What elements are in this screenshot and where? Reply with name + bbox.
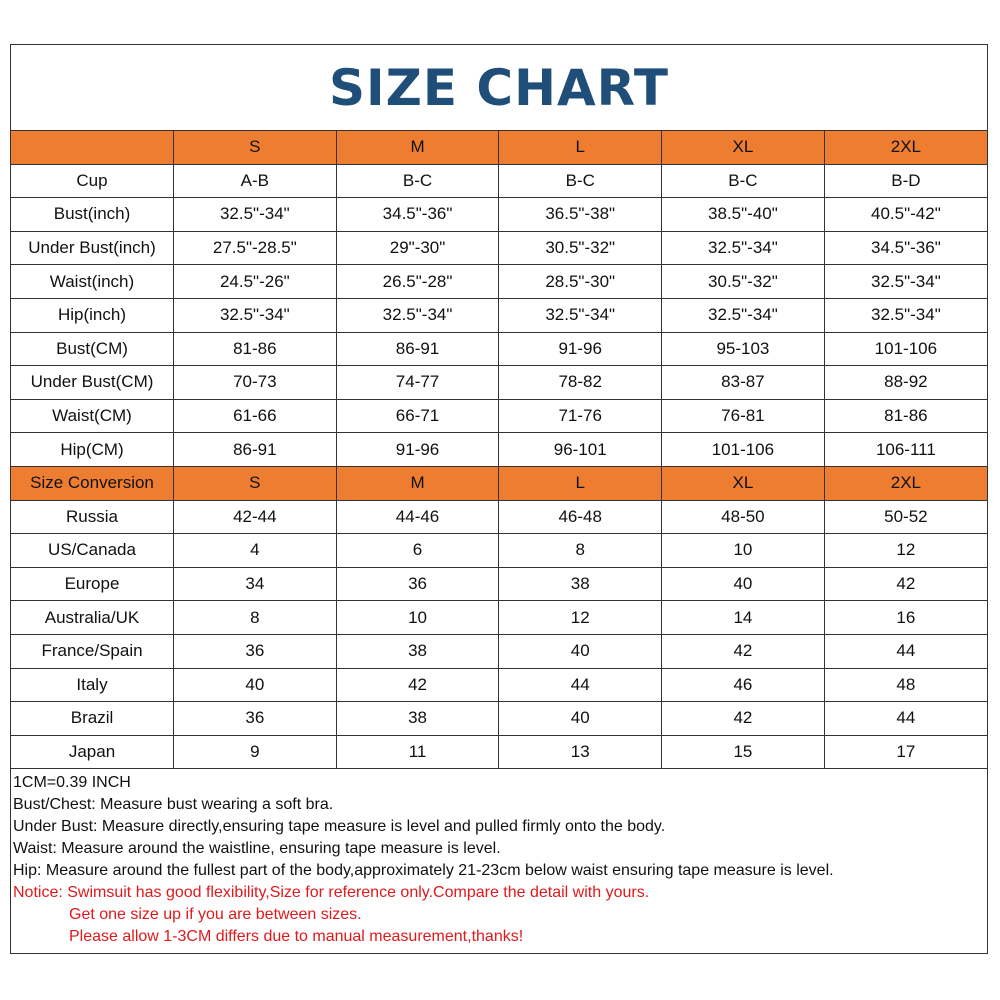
conversion-header-row: [11, 466, 987, 500]
table-cell: 70-73: [174, 366, 337, 400]
note-waist: Waist: Measure around the waistline, ensuring tape measure is level.: [13, 840, 501, 858]
row-label-cell: Under Bust(CM): [11, 366, 174, 400]
table-cell: 76-81: [662, 399, 825, 433]
table-cell: 42: [824, 567, 987, 601]
row-label-cell: Australia/UK: [11, 601, 174, 635]
row-label-cell: Bust(CM): [11, 332, 174, 366]
notice-size-up: Get one size up if you are between sizes.: [69, 906, 362, 924]
table-cell: 29"-30": [336, 231, 499, 265]
table-cell: B-D: [824, 164, 987, 198]
size-header-cell: M: [336, 131, 499, 164]
row-label-cell: Under Bust(inch): [11, 231, 174, 265]
header-label-cell: Size Conversion: [11, 466, 174, 500]
table-cell: 32.5"-34": [499, 298, 662, 332]
row-label-cell: Waist(inch): [11, 265, 174, 299]
table-cell: 32.5"-34": [174, 298, 337, 332]
table-row: [11, 668, 987, 702]
table-cell: 38: [336, 634, 499, 668]
table-cell: 34: [174, 567, 337, 601]
table-cell: 44: [824, 634, 987, 668]
table-cell: 38: [499, 567, 662, 601]
table-cell: 46: [662, 668, 825, 702]
table-cell: 40: [499, 702, 662, 736]
table-cell: 6: [336, 534, 499, 568]
table-row: [11, 332, 987, 366]
note-bust: Bust/Chest: Measure bust wearing a soft bra.: [13, 796, 334, 814]
table-cell: 11: [336, 735, 499, 769]
table-cell: 40: [174, 668, 337, 702]
table-cell: 26.5"-28": [336, 265, 499, 299]
table-row: [11, 366, 987, 400]
size-header-cell: 2XL: [824, 131, 987, 164]
table-cell: 44: [824, 702, 987, 736]
note-hip: Hip: Measure around the fullest part of the body,approximately 21-23cm below waist ensuring tape measure is level.: [13, 862, 834, 880]
page-title: SIZE CHART: [328, 58, 670, 117]
row-label-cell: Hip(CM): [11, 433, 174, 467]
table-row: [11, 735, 987, 769]
table-cell: 42: [336, 668, 499, 702]
table-cell: 34.5"-36": [824, 231, 987, 265]
table-cell: 48: [824, 668, 987, 702]
size-header-row: [11, 131, 987, 164]
table-cell: 27.5"-28.5": [174, 231, 337, 265]
table-cell: B-C: [499, 164, 662, 198]
table-cell: 38: [336, 702, 499, 736]
header-label-cell: [11, 131, 174, 164]
table-row: [11, 231, 987, 265]
table-cell: 42: [662, 702, 825, 736]
table-cell: 46-48: [499, 500, 662, 534]
size-header-cell: S: [174, 466, 337, 500]
table-cell: 36: [174, 702, 337, 736]
table-cell: 44: [499, 668, 662, 702]
size-table: [11, 131, 987, 769]
size-header-cell: L: [499, 131, 662, 164]
row-label-cell: Japan: [11, 735, 174, 769]
size-header-cell: XL: [662, 131, 825, 164]
row-label-cell: Cup: [11, 164, 174, 198]
table-cell: 66-71: [336, 399, 499, 433]
table-cell: 14: [662, 601, 825, 635]
table-cell: A-B: [174, 164, 337, 198]
table-cell: 61-66: [174, 399, 337, 433]
size-header-cell: 2XL: [824, 466, 987, 500]
note-conversion: 1CM=0.39 INCH: [13, 774, 131, 792]
table-row: [11, 601, 987, 635]
table-row: [11, 298, 987, 332]
table-cell: 83-87: [662, 366, 825, 400]
row-label-cell: Brazil: [11, 702, 174, 736]
table-cell: 17: [824, 735, 987, 769]
size-header-cell: XL: [662, 466, 825, 500]
table-row: [11, 198, 987, 232]
note-under-bust: Under Bust: Measure directly,ensuring tape measure is level and pulled firmly onto the body.: [13, 818, 666, 836]
table-cell: 4: [174, 534, 337, 568]
table-cell: 48-50: [662, 500, 825, 534]
row-label-cell: Europe: [11, 567, 174, 601]
table-cell: B-C: [662, 164, 825, 198]
table-cell: 101-106: [824, 332, 987, 366]
row-label-cell: Russia: [11, 500, 174, 534]
size-chart-frame: [10, 44, 988, 954]
table-cell: 86-91: [174, 433, 337, 467]
size-header-cell: L: [499, 466, 662, 500]
table-cell: 30.5"-32": [499, 231, 662, 265]
table-cell: 32.5"-34": [336, 298, 499, 332]
table-cell: 28.5"-30": [499, 265, 662, 299]
table-row: [11, 634, 987, 668]
row-label-cell: Waist(CM): [11, 399, 174, 433]
table-cell: 32.5"-34": [662, 231, 825, 265]
table-cell: 91-96: [499, 332, 662, 366]
table-cell: 32.5"-34": [824, 265, 987, 299]
table-cell: 40.5"-42": [824, 198, 987, 232]
table-cell: 8: [499, 534, 662, 568]
row-label-cell: US/Canada: [11, 534, 174, 568]
table-row: [11, 534, 987, 568]
table-cell: 9: [174, 735, 337, 769]
notice-line: Notice: Swimsuit has good flexibility,Size for reference only.Compare the detail with yours.: [13, 884, 650, 902]
table-row: [11, 399, 987, 433]
table-cell: 74-77: [336, 366, 499, 400]
title-box: [11, 45, 987, 131]
table-cell: 91-96: [336, 433, 499, 467]
table-cell: 32.5"-34": [824, 298, 987, 332]
table-cell: 38.5"-40": [662, 198, 825, 232]
table-cell: 24.5"-26": [174, 265, 337, 299]
table-cell: 12: [499, 601, 662, 635]
table-cell: 42-44: [174, 500, 337, 534]
table-cell: 32.5"-34": [174, 198, 337, 232]
table-cell: 71-76: [499, 399, 662, 433]
table-cell: 95-103: [662, 332, 825, 366]
size-header-cell: S: [174, 131, 337, 164]
table-row: [11, 500, 987, 534]
row-label-cell: Bust(inch): [11, 198, 174, 232]
table-cell: 8: [174, 601, 337, 635]
table-cell: 15: [662, 735, 825, 769]
table-cell: 106-111: [824, 433, 987, 467]
size-header-cell: M: [336, 466, 499, 500]
table-cell: 32.5"-34": [662, 298, 825, 332]
table-cell: 10: [336, 601, 499, 635]
table-row: [11, 433, 987, 467]
table-cell: 40: [499, 634, 662, 668]
table-cell: B-C: [336, 164, 499, 198]
table-row: [11, 164, 987, 198]
table-cell: 34.5"-36": [336, 198, 499, 232]
table-cell: 10: [662, 534, 825, 568]
table-cell: 16: [824, 601, 987, 635]
table-cell: 101-106: [662, 433, 825, 467]
table-row: [11, 567, 987, 601]
table-cell: 36: [336, 567, 499, 601]
table-row: [11, 265, 987, 299]
table-cell: 78-82: [499, 366, 662, 400]
table-cell: 36: [174, 634, 337, 668]
table-cell: 81-86: [824, 399, 987, 433]
table-cell: 50-52: [824, 500, 987, 534]
table-cell: 12: [824, 534, 987, 568]
table-row: [11, 702, 987, 736]
notice-allowance: Please allow 1-3CM differs due to manual measurement,thanks!: [69, 928, 524, 946]
row-label-cell: France/Spain: [11, 634, 174, 668]
notes: [11, 769, 987, 948]
table-cell: 13: [499, 735, 662, 769]
table-cell: 40: [662, 567, 825, 601]
table-cell: 86-91: [336, 332, 499, 366]
table-cell: 96-101: [499, 433, 662, 467]
table-cell: 42: [662, 634, 825, 668]
table-cell: 81-86: [174, 332, 337, 366]
row-label-cell: Italy: [11, 668, 174, 702]
table-cell: 30.5"-32": [662, 265, 825, 299]
table-cell: 44-46: [336, 500, 499, 534]
row-label-cell: Hip(inch): [11, 298, 174, 332]
table-cell: 36.5"-38": [499, 198, 662, 232]
table-cell: 88-92: [824, 366, 987, 400]
